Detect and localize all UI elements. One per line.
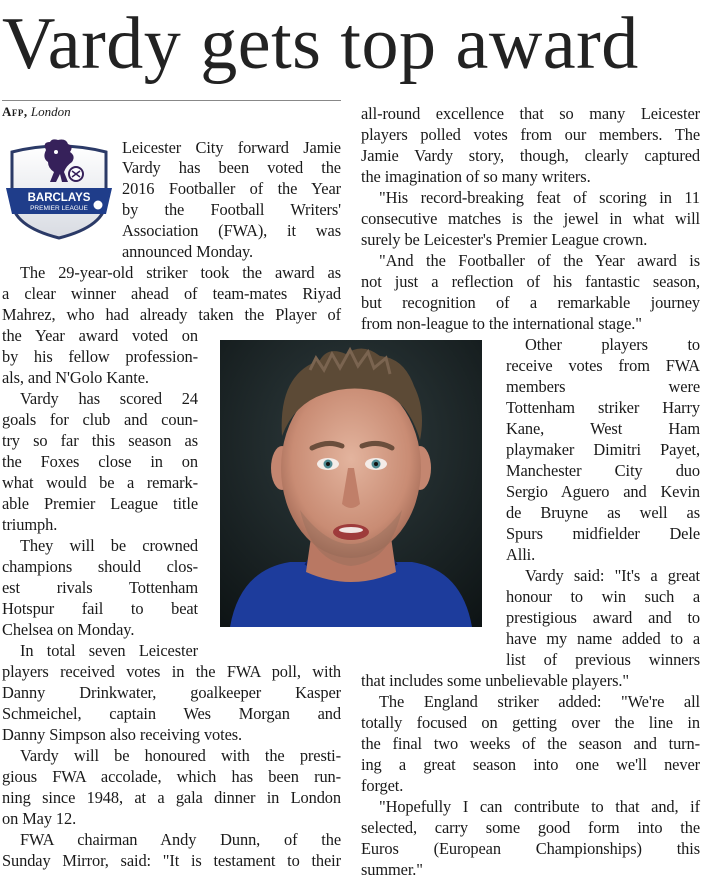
byline xyxy=(2,103,71,121)
article-line: Euros (European Championships) this xyxy=(361,839,700,858)
article-line: gious FWA accolade, which has been run- xyxy=(2,767,341,786)
article-line: from non-league to the international stage." xyxy=(361,314,642,333)
article-line: forget. xyxy=(361,776,404,795)
article-line: the final two weeks of the season and turn- xyxy=(361,734,700,753)
article-line: ing a great season into one we'll never xyxy=(361,755,700,774)
article-line: Manchester City duo xyxy=(506,461,700,480)
article-line: but recognition of a remarkable journey xyxy=(361,293,700,312)
article-line: the Year award voted on xyxy=(2,326,198,345)
byline-rule xyxy=(2,100,341,101)
article-line: list of previous winners xyxy=(506,650,700,669)
article-line: by his fellow profession- xyxy=(2,347,198,366)
article-line: Alli. xyxy=(506,545,536,564)
article-line: Vardy has been voted the xyxy=(122,158,341,177)
article-line: members were xyxy=(506,377,700,396)
article-line: triumph. xyxy=(2,515,58,534)
article-line: de Bruyne as well as xyxy=(506,503,700,522)
article-line: Sergio Aguero and Kevin xyxy=(506,482,700,501)
article-line: Mahrez, who had already taken the Player of xyxy=(2,305,341,324)
byline-agency: Afp, xyxy=(2,104,28,119)
premier-league-logo xyxy=(6,138,112,240)
logo-league-text: PREMIER LEAGUE xyxy=(30,205,88,212)
article-line: "Hopefully I can contribute to that and, if xyxy=(379,797,700,816)
article-line: all-round excellence that so many Leicester xyxy=(361,104,700,123)
article-line: "And the Footballer of the Year award is xyxy=(379,251,700,270)
article-line: a clear winner ahead of team-mates Riyad xyxy=(2,284,341,303)
article-line: Kane, West Ham xyxy=(506,419,700,438)
article-line: the imagination of so many writers. xyxy=(361,167,591,186)
article-line: Chelsea on Monday. xyxy=(2,620,135,639)
article-line: playmaker Dimitri Payet, xyxy=(506,440,700,459)
article-line: Jamie Vardy story, though, clearly captured xyxy=(361,146,700,165)
article-line: that includes some unbelievable players." xyxy=(361,671,629,690)
article-line: summer." xyxy=(361,860,423,879)
article-line: honour to win such a xyxy=(506,587,700,606)
article-line: players received votes in the FWA poll, with xyxy=(2,662,341,681)
article-line: goals for club and coun- xyxy=(2,410,198,429)
article-line: Danny Drinkwater, goalkeeper Kasper xyxy=(2,683,341,702)
article-line: what would be a remark- xyxy=(2,473,198,492)
article-line: on May 12. xyxy=(2,809,77,828)
byline-place: London xyxy=(30,104,71,119)
article-line: able Premier League title xyxy=(2,494,198,513)
article-line: surely be Leicester's Premier League crown. xyxy=(361,230,648,249)
article-line: Schmeichel, captain Wes Morgan and xyxy=(2,704,341,723)
article-line: In total seven Leicester xyxy=(20,641,198,660)
article-line: They will be crowned xyxy=(20,536,198,555)
logo-brand-text: BARCLAYS xyxy=(27,192,91,204)
article-line: by the Football Writers' xyxy=(122,200,341,219)
article-line: receive votes from FWA xyxy=(506,356,700,375)
article-line: Vardy said: "It's a great xyxy=(525,566,700,585)
article-line: the Foxes close in on xyxy=(2,452,198,471)
article-line: The England striker added: "We're all xyxy=(379,692,700,711)
player-photo xyxy=(220,340,482,627)
article-line: Vardy will be honoured with the presti- xyxy=(20,746,341,765)
headline: Vardy gets top award xyxy=(2,3,639,85)
article-line: Spurs midfielder Dele xyxy=(506,524,700,543)
article-line: ning since 1948, at a gala dinner in London xyxy=(2,788,341,807)
article-line: announced Monday. xyxy=(122,242,254,261)
article-line: totally focused on getting over the line in xyxy=(361,713,700,732)
article-line: selected, carry some good form into the xyxy=(361,818,700,837)
article-line: Leicester City forward Jamie xyxy=(122,138,341,157)
article-line: Association (FWA), it was xyxy=(122,221,341,240)
article-line: Vardy has scored 24 xyxy=(20,389,198,408)
article-line: Other players to xyxy=(525,335,700,354)
article-line: Danny Simpson also receiving votes. xyxy=(2,725,243,744)
article-line: The 29-year-old striker took the award as xyxy=(20,263,341,282)
article-line: consecutive matches is the jewel in what will xyxy=(361,209,700,228)
article-line: Hotspur fail to beat xyxy=(2,599,198,618)
article-line: try so far this season as xyxy=(2,431,198,450)
article-line: Sunday Mirror, said: "It is testament to their xyxy=(2,851,341,870)
article-line: not just a reflection of his fantastic season, xyxy=(361,272,700,291)
article-line: "His record-breaking feat of scoring in 11 xyxy=(379,188,700,207)
article-line: FWA chairman Andy Dunn, of the xyxy=(20,830,341,849)
article-line: prestigious award and to xyxy=(506,608,700,627)
article-line: have my name added to a xyxy=(506,629,700,648)
article-line: est rivals Tottenham xyxy=(2,578,198,597)
article-line: 2016 Footballer of the Year xyxy=(122,179,341,198)
article-line: players polled votes from our members. The xyxy=(361,125,700,144)
article-line: als, and N'Golo Kante. xyxy=(2,368,149,387)
article-line: champions should clos- xyxy=(2,557,198,576)
article-line: Tottenham striker Harry xyxy=(506,398,700,417)
